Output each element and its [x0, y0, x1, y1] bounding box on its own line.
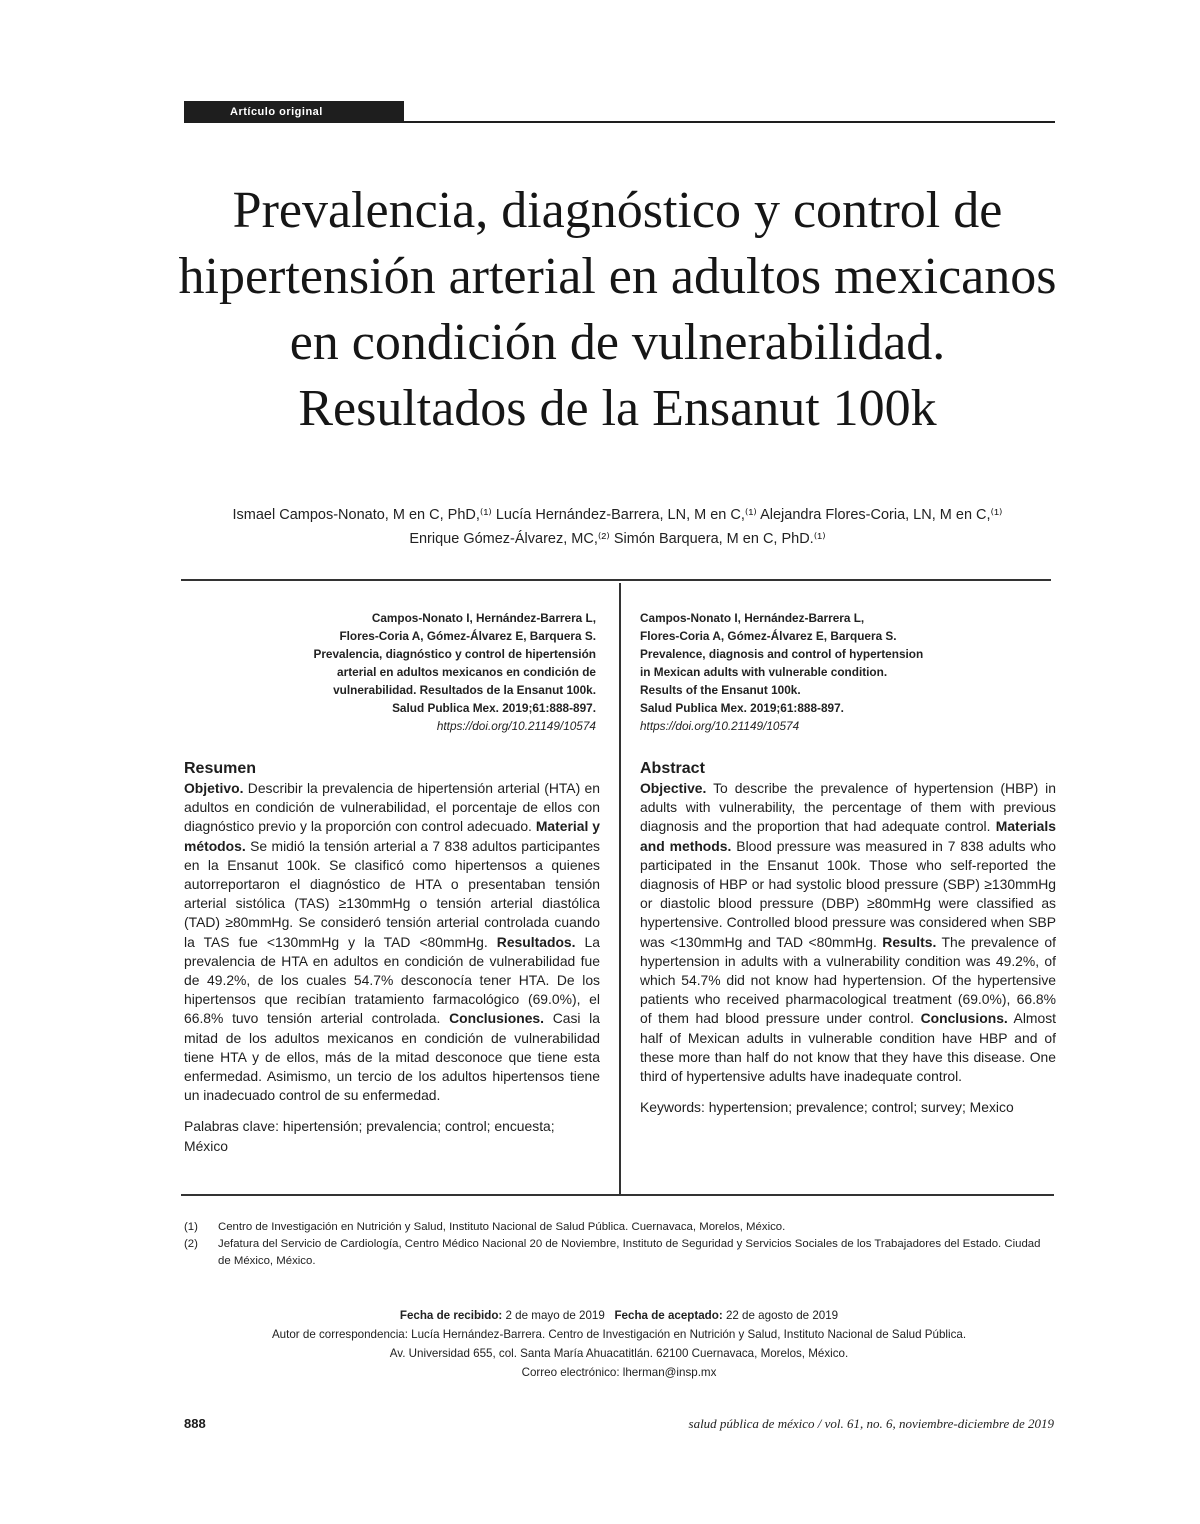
metodos-label: Material y métodos. [184, 818, 600, 854]
footnote-text: Jefatura del Servicio de Cardiología, Centro Médico Nacional 20 de Noviembre, Instituto de Seguridad y Servicios Sociales de los Trabajadores del Estado. Ciudad de México, México. [218, 1238, 1041, 1267]
received-date: 2 de mayo de 2019 [502, 1309, 605, 1322]
conclusions-text: Almost half of Mexican adults in vulnerable condition have HBP and of these more than half do not know that they have this disease. One third of hypertensive adults have inadequate control. [640, 1010, 1057, 1085]
results-label: Results. [882, 933, 937, 950]
citation-line: Salud Publica Mex. 2019;61:888-897. [640, 701, 844, 715]
objetivo-label: Objetivo. [184, 780, 244, 796]
metodos-text: Se midió la tensión arterial a 7 838 adultos participantes en la Ensanut 100k. Se clasificó como hipertensos a quienes autorreportaron el diagnóstico de HTA o presentaban tensión arterial sistólica (TAS) ≥130mmHg o tensión arterial diastólica (TAD) ≥80mmHg. Se consideró tensión arterial controlada cuando la TAS fue <130mmHg y la TAD <80mmHg. [184, 837, 600, 950]
author-list [150, 503, 1085, 551]
resumen-body [184, 779, 600, 1105]
citation-line: vulnerabilidad. Resultados de la Ensanut 100k. [333, 683, 596, 697]
citation-line: arterial en adultos mexicanos en condición de [337, 665, 596, 679]
conclusions-label: Conclusions. [920, 1010, 1008, 1027]
footnote-text: Centro de Investigación en Nutrición y Salud, Instituto Nacional de Salud Pública. Cuernavaca, Morelos, México. [218, 1221, 786, 1233]
doi-link[interactable]: https://doi.org/10.21149/10574 [436, 719, 596, 733]
palabras-clave: Palabras clave: hipertensión; prevalencia; control; encuesta; México [184, 1118, 555, 1154]
article-title [150, 178, 1085, 442]
title-line: Resultados de la Ensanut 100k [298, 380, 937, 437]
email-line[interactable]: Correo electrónico: lherman@insp.mx [521, 1366, 717, 1379]
citation-line: Flores-Coria A, Gómez-Álvarez E, Barquera S. [640, 629, 897, 643]
citation-line: in Mexican adults with vulnerable condition. [640, 665, 888, 679]
dates-line [184, 1306, 1054, 1325]
resumen-column [184, 759, 600, 1156]
accepted-label: Fecha de aceptado: [614, 1309, 723, 1322]
results-text: The prevalence of hypertension in adults with a vulnerability condition was 49.2%, of which 54.7% did not know had hypertension. Of the hypertensive patients who received pharmacological treatment (69.0%), 66.8% of them had blood pressure under control. [640, 933, 1056, 1027]
conclusiones-text: Casi la mitad de los adultos mexicanos en condición de vulnerabilidad tiene HTA y de ellos, más de la mitad desconoce que tiene esta enfermedad. Asimismo, un tercio de los adultos hipertensos tiene un inadecuado control de su enfermedad. [184, 1010, 600, 1104]
citation-line: Campos-Nonato I, Hernández-Barrera L, [640, 611, 865, 625]
header-divider [181, 579, 1051, 581]
citation-english [640, 609, 1060, 735]
resultados-label: Resultados. [496, 933, 576, 950]
citation-spanish [184, 609, 596, 735]
correspondence-line: Autor de correspondencia: Lucía Hernández-Barrera. Centro de Investigación en Nutrición y Salud, Instituto Nacional de Salud Pública. [271, 1328, 967, 1341]
footnote-number: (2) [184, 1238, 198, 1250]
resumen-heading: Resumen [184, 760, 257, 777]
column-divider [619, 583, 621, 1195]
abstract-heading: Abstract [640, 760, 705, 777]
dates-and-correspondence [184, 1306, 1054, 1382]
citation-line: Prevalence, diagnosis and control of hypertension [640, 647, 924, 661]
affiliation-footnotes [184, 1219, 1054, 1270]
abstract-body [640, 779, 1056, 1086]
authors-line: Enrique Gómez-Álvarez, MC,⁽²⁾ Simón Barquera, M en C, PhD.⁽¹⁾ [409, 531, 826, 547]
title-line: en condición de vulnerabilidad. [289, 314, 946, 371]
section-rule [404, 121, 1055, 123]
objective-label: Objective. [640, 780, 707, 796]
address-line: Av. Universidad 655, col. Santa María Ahuacatitlán. 62100 Cuernavaca, Morelos, México. [389, 1347, 849, 1360]
section-tag: Artículo original [184, 101, 404, 123]
doi-link[interactable]: https://doi.org/10.21149/10574 [640, 719, 800, 733]
title-line: hipertensión arterial en adultos mexicanos [178, 248, 1057, 305]
objetivo-text: Describir la prevalencia de hipertensión arterial (HTA) en adultos en condición de vulnerabilidad, el porcentaje de ellos con diagnóstico previo y la proporción con control adecuado. [184, 780, 600, 835]
footnote-item [184, 1219, 1054, 1236]
page-number: 888 [184, 1416, 206, 1431]
abstract-column [640, 759, 1056, 1117]
objective-text: To describe the prevalence of hypertension (HBP) in adults with vulnerability, the percentage of them with previous diagnosis and the proportion that had adequate control. [640, 780, 1056, 835]
received-label: Fecha de recibido: [399, 1309, 503, 1322]
citation-line: Results of the Ensanut 100k. [640, 683, 801, 697]
citation-line: Salud Publica Mex. 2019;61:888-897. [392, 701, 596, 715]
resultados-text: La prevalencia de HTA en adultos en condición de vulnerabilidad fue de 49.2%, de los cuales 54.7% desconocía tener HTA. De los hipertensos que recibían tratamiento farmacológico (69.0%), el 66.8% tuvo tensión arterial controlada. [184, 933, 600, 1027]
authors-line: Ismael Campos-Nonato, M en C, PhD,⁽¹⁾ Lucía Hernández-Barrera, LN, M en C,⁽¹⁾ Alejandra Flores-Coria, LN, M en C,⁽¹⁾ [232, 507, 1003, 523]
citation-line: Flores-Coria A, Gómez-Álvarez E, Barquera S. [339, 629, 596, 643]
abstract-bottom-divider [181, 1194, 1054, 1196]
methods-label: Materials and methods. [640, 818, 1056, 854]
methods-text: Blood pressure was measured in 7 838 adults who participated in the Ensanut 100k. Those who self-reported the diagnosis of HBP or had systolic blood pressure (SBP) ≥130mmHg or diastolic blood pressure (DBP) ≥80mmHg were classified as hypertensive. Controlled blood pressure was considered when SBP was <130mmHg and TAD <80mmHg. [640, 837, 1057, 950]
footnote-number: (1) [184, 1221, 198, 1233]
citation-line: Prevalencia, diagnóstico y control de hipertensión [313, 647, 596, 661]
citation-line: Campos-Nonato I, Hernández-Barrera L, [371, 611, 596, 625]
accepted-date: 22 de agosto de 2019 [722, 1309, 839, 1322]
title-line: Prevalencia, diagnóstico y control de [232, 182, 1003, 239]
keywords: Keywords: hypertension; prevalence; control; survey; Mexico [640, 1099, 1014, 1116]
footnote-item [184, 1236, 1054, 1270]
journal-footer: salud pública de méxico / vol. 61, no. 6, noviembre-diciembre de 2019 [688, 1416, 1054, 1431]
conclusiones-label: Conclusiones. [449, 1010, 545, 1027]
